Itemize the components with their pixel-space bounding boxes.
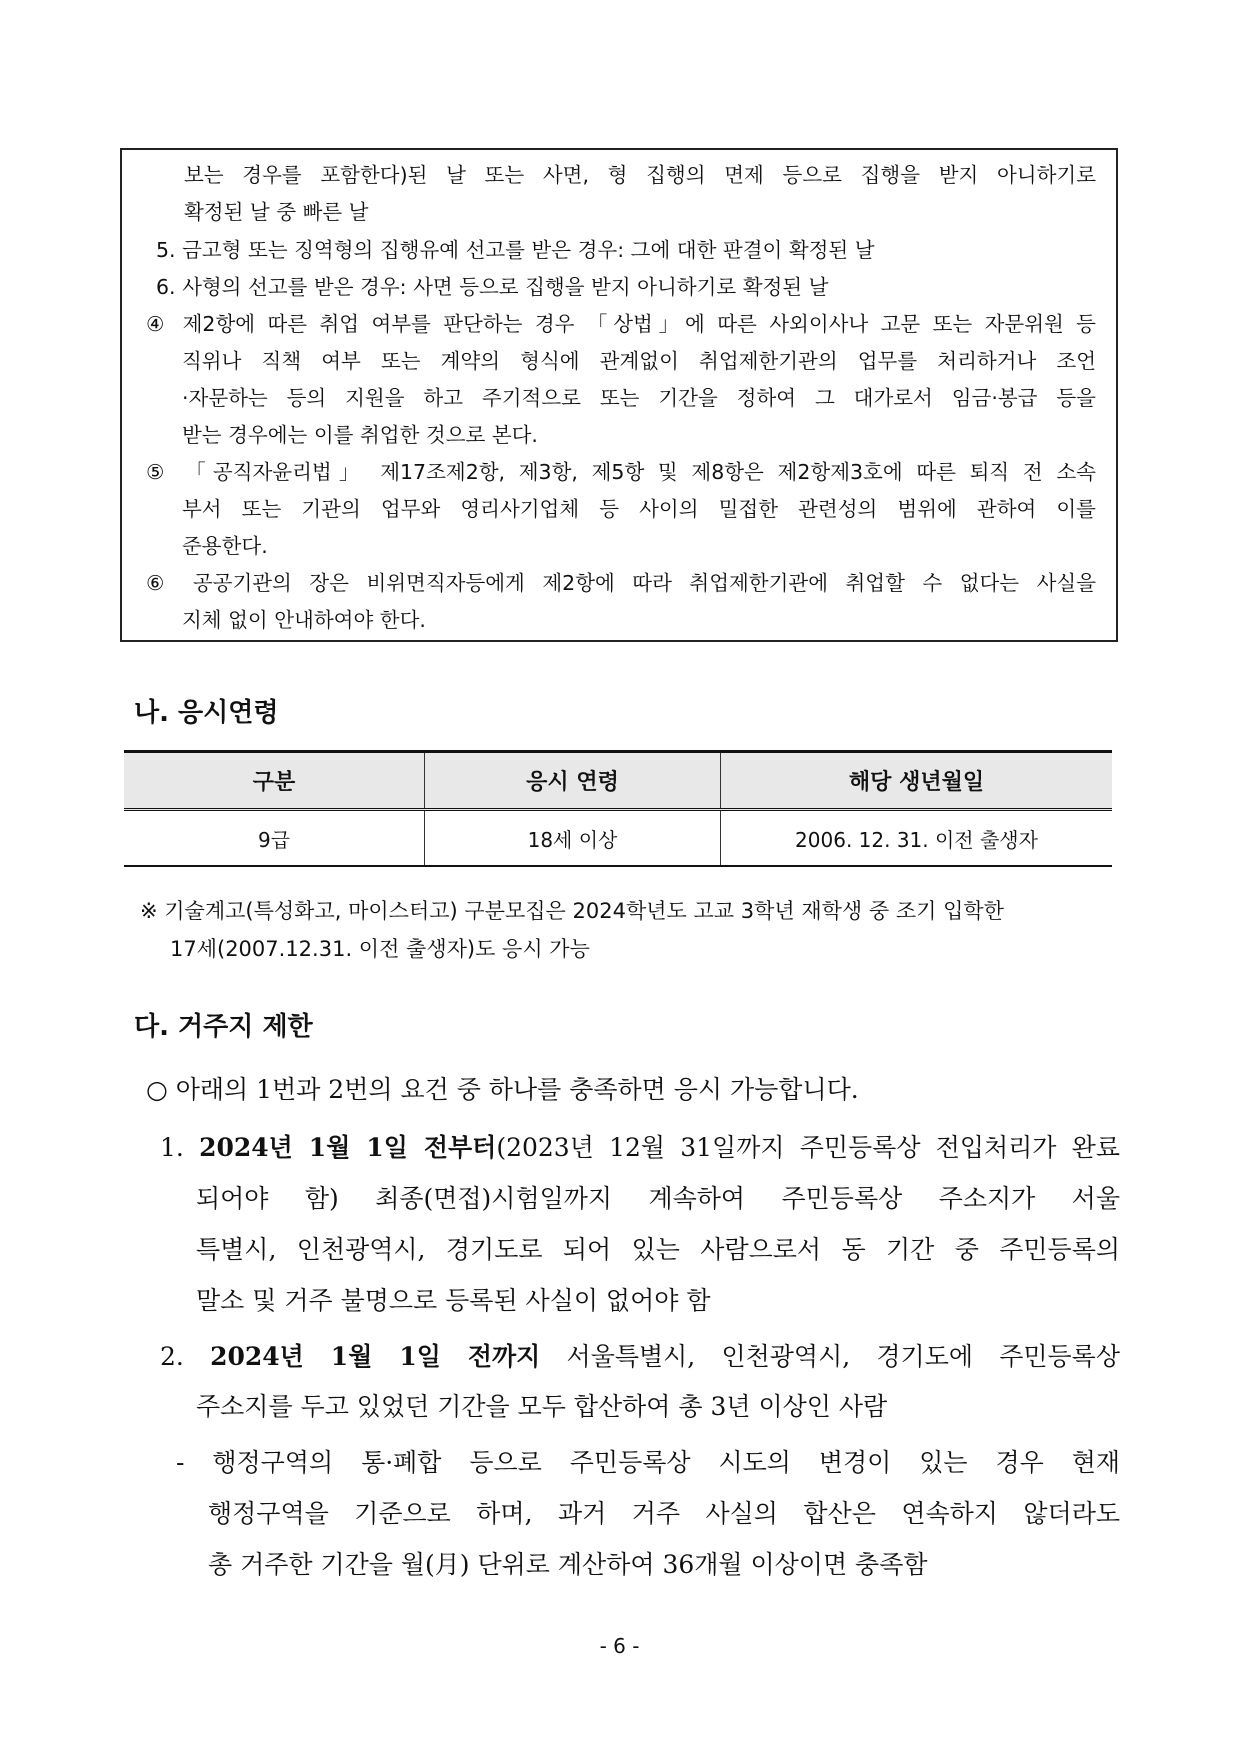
table-header-cell: 응시 연령 [425,752,721,810]
table-header-row [124,752,1112,810]
box-line: ·자문하는 등의 지원을 하고 주기적으로 또는 기간을 정하여 그 대가로서 임금·봉급 등을 [182,386,1096,410]
box-line: ④ 제2항에 따른 취업 여부를 판단하는 경우 「상법」에 따른 사외이사나 고문 또는 자문위원 등 [146,312,1096,336]
item-bold-date: 2024년 1월 1일 전부터 [199,1133,497,1162]
age-requirement-table [124,750,1112,867]
residence-intro: ○ 아래의 1번과 2번의 요건 중 하나를 충족하면 응시 가능합니다. [146,1075,859,1104]
residence-item-1-line: 특별시, 인천광역시, 경기도로 되어 있는 사람으로서 동 기간 중 주민등록의 [196,1235,1120,1264]
item-number: 2. [160,1342,184,1371]
table-cell: 2006. 12. 31. 이전 출생자 [721,810,1113,867]
section-heading-age: 나. 응시연령 [134,698,279,728]
residence-item-1-line: 되어야 함) 최종(면접)시험일까지 계속하여 주민등록상 주소지가 서울 [196,1184,1120,1213]
residence-item-2-line: 주소지를 두고 있었던 기간을 모두 합산하여 총 3년 이상인 사람 [196,1392,888,1421]
box-line: 직위나 직책 여부 또는 계약의 형식에 관계없이 취업제한기관의 업무를 처리하거나 조언 [182,349,1096,373]
box-line: ⑤ 「공직자윤리법」 제17조제2항, 제3항, 제5항 및 제8항은 제2항제3호에 따른 퇴직 전 소속 [146,460,1096,484]
item-bold-date: 2024년 1월 1일 전까지 [210,1342,541,1371]
table-cell: 9급 [124,810,425,867]
item-number: 1. [160,1133,184,1162]
box-line: 5. 금고형 또는 징역형의 집행유예 선고를 받은 경우: 그에 대한 판결이 확정된 날 [156,238,875,262]
box-line: ⑥ 공공기관의 장은 비위면직자등에게 제2항에 따라 취업제한기관에 취업할 수 없다는 사실을 [146,571,1096,595]
box-line: 지체 없이 안내하여야 한다. [182,608,426,632]
box-line: 보는 경우를 포함한다)된 날 또는 사면, 형 집행의 면제 등으로 집행을 받지 아니하기로 [184,163,1096,187]
table-header-cell: 구분 [124,752,425,810]
residence-item-1-line [160,1128,1120,1164]
box-line: 확정된 날 중 빠른 날 [184,200,369,224]
residence-dash-line: 행정구역을 기준으로 하며, 과거 거주 사실의 합산은 연속하지 않더라도 [208,1499,1120,1528]
page-number: - 6 - [599,1634,640,1658]
section-heading-residence: 다. 거주지 제한 [134,1012,313,1042]
residence-item-2-line [160,1337,1120,1373]
table-header-cell: 해당 생년월일 [721,752,1113,810]
table-row [124,810,1112,867]
item-text: (2023년 12월 31일까지 주민등록상 전입처리가 완료 [496,1133,1120,1162]
item-text: 서울특별시, 인천광역시, 경기도에 주민등록상 [540,1342,1120,1371]
table-cell: 18세 이상 [425,810,721,867]
box-line: 받는 경우에는 이를 취업한 것으로 본다. [182,423,538,447]
box-line: 부서 또는 기관의 업무와 영리사기업체 등 사이의 밀접한 관련성의 범위에 관하여 이를 [182,497,1096,521]
note-line: ※ 기술계고(특성화고, 마이스터고) 구분모집은 2024학년도 고교 3학년 재학생 중 조기 입학한 [140,899,1004,923]
residence-item-1-line: 말소 및 거주 불명으로 등록된 사실이 없어야 함 [196,1286,711,1315]
legal-excerpt-box [120,148,1118,642]
box-line: 6. 사형의 선고를 받은 경우: 사면 등으로 집행을 받지 아니하기로 확정된 날 [156,275,829,299]
box-line: 준용한다. [182,534,268,558]
note-line: 17세(2007.12.31. 이전 출생자)도 응시 가능 [170,937,590,961]
residence-dash-line: - 행정구역의 통·폐합 등으로 주민등록상 시도의 변경이 있는 경우 현재 [176,1448,1120,1477]
residence-dash-line: 총 거주한 기간을 월(月) 단위로 계산하여 36개월 이상이면 충족함 [208,1550,928,1579]
